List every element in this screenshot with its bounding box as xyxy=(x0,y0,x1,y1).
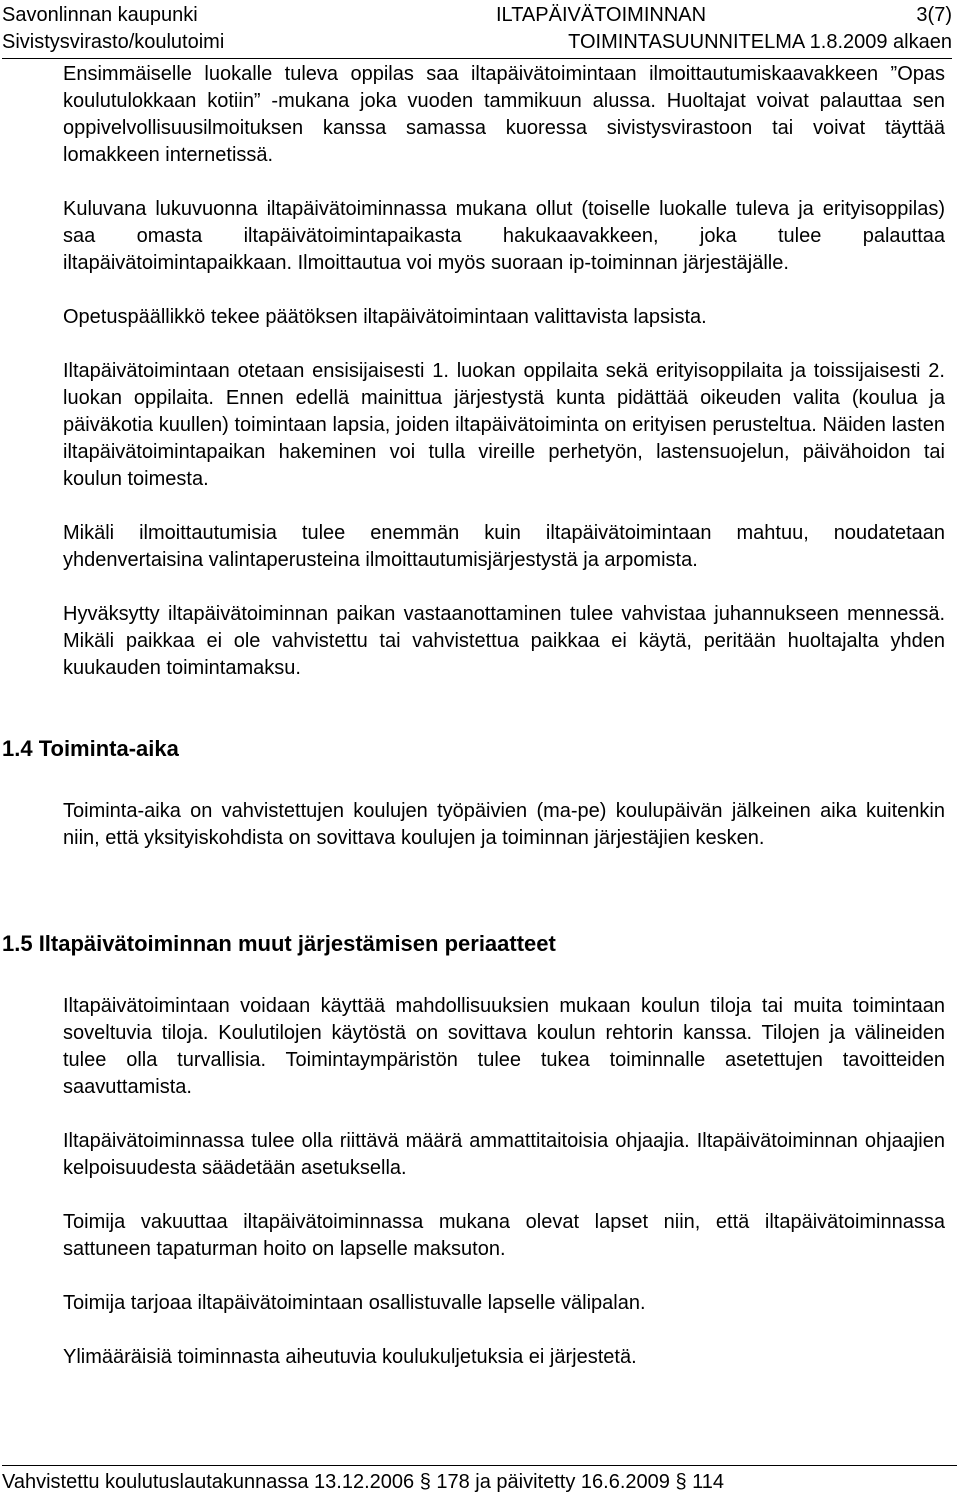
paragraph: Iltapäivätoiminnassa tulee olla riittävä määrä ammattitaitoisia ohjaajia. Iltapäivätoiminnan ohjaajien kelpoisuudesta säädetään asetuksella. xyxy=(63,1130,945,1179)
header-department: Sivistysvirasto/koulutoimi xyxy=(2,31,225,53)
paragraph: Ensimmäiselle luokalle tuleva oppilas saa iltapäivätoimintaan ilmoittautumiskaavakkeen ”Opas koulutulokkaan kotiin” -mukana joka vuoden tammikuun alussa. Huoltajat voivat palauttaa sen oppivelvollisuusilmoituksen kanssa samassa kuoressa sivistysvirastoon tai voivat täyttää lomakkeen internetissä. xyxy=(63,63,945,166)
paragraph: Iltapäivätoimintaan voidaan käyttää mahdollisuuksien mukaan koulun tiloja tai muita toimintaan soveltuvia tiloja. Koulutilojen käytöstä on sovittava koulun rehtorin kanssa. Tilojen ja välineiden tulee olla turvallisia. Toimintaympäristön tulee tukea toiminnalle asetettujen tavoitteiden saavuttamista. xyxy=(63,995,945,1098)
header-divider xyxy=(2,58,952,59)
paragraph: Toiminta-aika on vahvistettujen koulujen työpäivien (ma-pe) koulupäivän jälkeinen aika kuitenkin niin, että yksityiskohdista on sovittava koulujen ja toiminnan järjestäjien kesken. xyxy=(63,800,945,849)
section-heading: 1.4 Toiminta-aika xyxy=(2,736,179,761)
paragraph: Toimija vakuuttaa iltapäivätoiminnassa mukana olevat lapset niin, että iltapäivätoiminnassa sattuneen tapaturman hoito on lapselle maksuton. xyxy=(63,1211,945,1260)
header-title: ILTAPÄIVÄTOIMINNAN xyxy=(496,4,707,26)
section-toiminta-aika xyxy=(63,798,945,879)
paragraph: Opetuspäällikkö tekee päätöksen iltapäivätoimintaan valittavista lapsista. xyxy=(63,306,707,328)
header-page-number: 3(7) xyxy=(916,4,952,26)
paragraph: Hyväksytty iltapäivätoiminnan paikan vastaanottaminen tulee vahvistaa juhannukseen mennessä. Mikäli paikkaa ei ole vahvistettu tai vahvistettua paikkaa ei käytä, peritään huoltajalta yhden kuukauden toimintamaksu. xyxy=(63,603,945,679)
footer-divider xyxy=(2,1465,957,1466)
paragraph: Kuluvana lukuvuonna iltapäivätoiminnassa mukana ollut (toiselle luokalle tuleva ja erityisoppilas) saa omasta iltapäivätoimintapaikasta hakukaavakkeen, joka tulee palauttaa iltapäivätoimintapaikkaan. Ilmoittautua voi myös suoraan ip-toiminnan järjestäjälle. xyxy=(63,198,945,274)
footer-text: Vahvistettu koulutuslautakunnassa 13.12.2006 § 178 ja päivitetty 16.6.2009 § 114 xyxy=(2,1471,725,1493)
paragraph: Ylimääräisiä toiminnasta aiheutuvia koulukuljetuksia ei järjestetä. xyxy=(63,1346,637,1368)
header-organization: Savonlinnan kaupunki xyxy=(2,4,198,26)
paragraph: Mikäli ilmoittautumisia tulee enemmän kuin iltapäivätoimintaan mahtuu, noudatetaan yhdenvertaisina valintaperusteina ilmoittautumisjärjestystä ja arpomista. xyxy=(63,522,945,571)
header-subtitle: TOIMINTASUUNNITELMA 1.8.2009 alkaen xyxy=(568,31,952,53)
section-muut-periaatteet xyxy=(63,993,945,1398)
section-heading: 1.5 Iltapäivätoiminnan muut järjestämisen periaatteet xyxy=(2,931,556,956)
page-footer xyxy=(2,1469,724,1496)
paragraph: Toimija tarjoaa iltapäivätoimintaan osallistuvalle lapselle välipalan. xyxy=(63,1292,646,1314)
intro-section xyxy=(63,61,945,682)
paragraph: Iltapäivätoimintaan otetaan ensisijaisesti 1. luokan oppilaita sekä erityisoppilaita ja toissijaisesti 2. luokan oppilaita. Ennen edellä mainittua järjestystä kunta pidättää oikeuden valita (koulua ja päiväkotia kuullen) toimintaan lapsia, joiden iltapäivätoiminta on erityisen perusteltua. Näiden lasten iltapäivätoimintapaikan hakeminen voi tulla vireille perhetyön, lastensuojelun, päivähoidon tai koulun toimesta. xyxy=(63,360,945,490)
page-header xyxy=(2,2,952,56)
